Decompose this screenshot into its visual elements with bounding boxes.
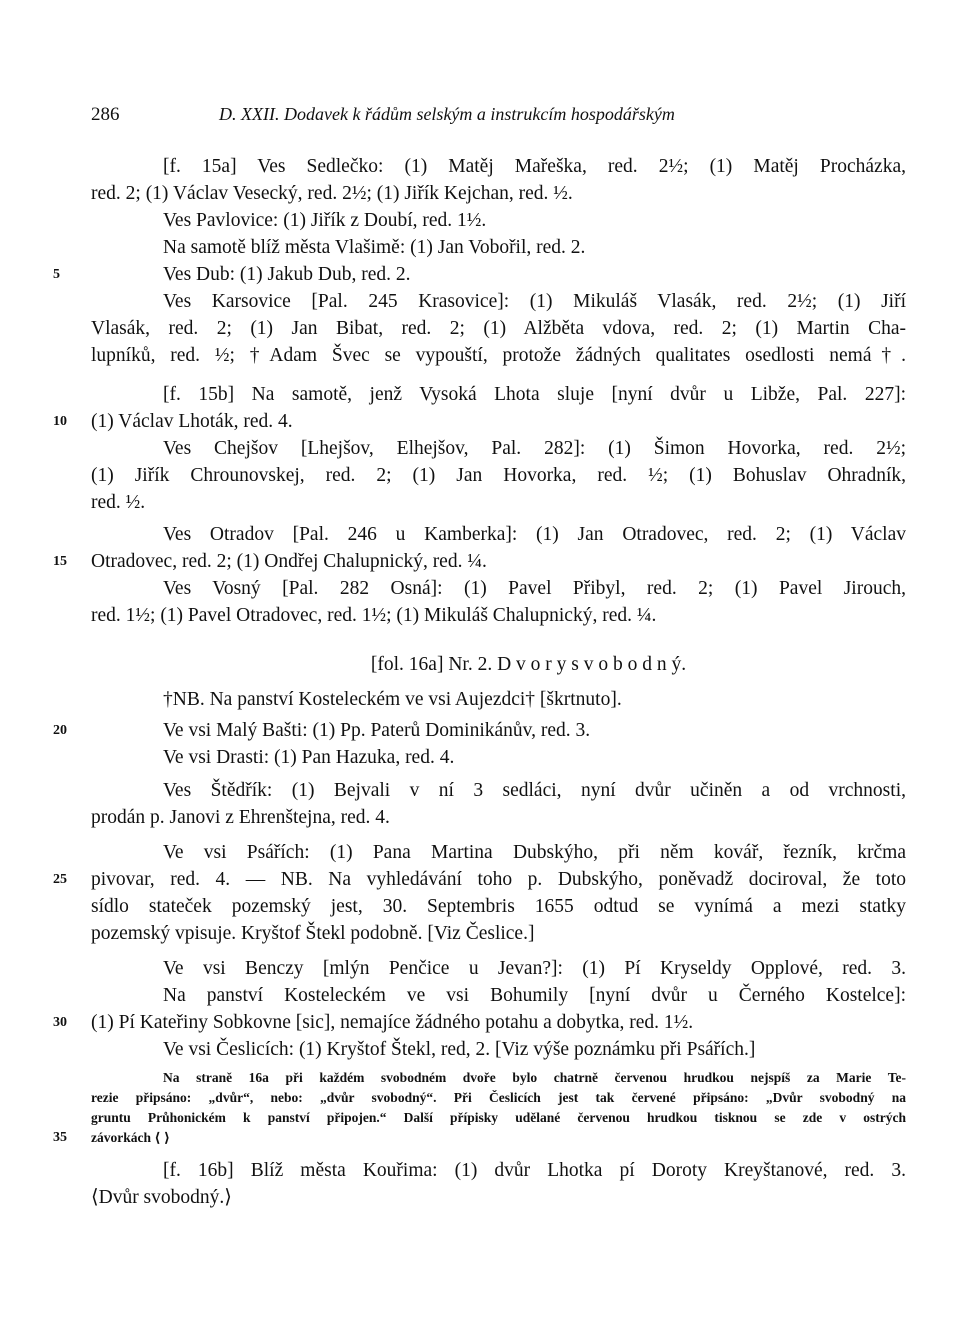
line-text: Ves Pavlovice: (1) Jiřík z Doubí, red. 1½. — [163, 210, 487, 231]
line-text: (1) Václav Lhoták, red. 4. — [91, 411, 293, 432]
line-text: Na panství Kosteleckém ve vsi Bohumily [nyní dvůr u Černého Kostelce]: — [163, 985, 906, 1006]
text-line — [0, 490, 960, 516]
text-line — [0, 409, 960, 435]
line-text: red. 1½; (1) Pavel Otradovec, red. 1½; (1) Mikuláš Chalupnický, red. ¼. — [91, 605, 657, 626]
text-line — [0, 1037, 960, 1063]
text-line — [0, 687, 960, 713]
line-text: Ve vsi Benczy [mlýn Penčice u Jevan?]: (1) Pí Kryseldy Opplové, red. 3. — [163, 958, 906, 979]
text-line — [0, 208, 960, 234]
text-line — [0, 745, 960, 771]
text-line — [0, 235, 960, 261]
text-line — [0, 181, 960, 207]
text-line — [0, 316, 960, 342]
text-line — [0, 382, 960, 408]
line-text: Ve vsi Drasti: (1) Pan Hazuka, red. 4. — [163, 747, 455, 768]
text-line — [0, 576, 960, 602]
text-line — [0, 894, 960, 920]
line-text: Ves Chejšov [Lhejšov, Elhejšov, Pal. 282]: (1) Šimon Hovorka, red. 2½; — [163, 438, 906, 459]
text-line — [0, 1185, 960, 1211]
line-text: [f. 16b] Blíž města Kouřima: (1) dvůr Lhotka pí Doroty Kreyštanové, red. 3. — [163, 1160, 906, 1181]
text-line — [0, 867, 960, 893]
line-text: ⟨Dvůr svobodný.⟩ — [91, 1187, 232, 1208]
text-line — [0, 1010, 960, 1036]
line-number: 30 — [53, 1015, 67, 1030]
line-text: red. 2; (1) Václav Vesecký, red. 2½; (1) Jiřík Kejchan, red. ½. — [91, 183, 573, 204]
line-text: red. ½. — [91, 492, 146, 513]
text-line — [0, 262, 960, 288]
note-line — [0, 1088, 960, 1108]
note-text: závorkách ⟨ ⟩ — [91, 1130, 171, 1145]
line-text: †NB. Na panství Kosteleckém ve vsi Aujezdci† [škrtnuto]. — [163, 689, 622, 710]
text-line — [0, 603, 960, 629]
line-text: Ves Dub: (1) Jakub Dub, red. 2. — [163, 264, 411, 285]
text-line — [0, 154, 960, 180]
line-text: pivovar, red. 4. — NB. Na vyhledávání toho p. Dubskýho, poněvadž dociroval, že toto — [91, 869, 906, 890]
section-heading-text: [fol. 16a] Nr. 2. D v o r y s v o b o d n ý. — [370, 654, 687, 675]
line-number: 20 — [53, 723, 67, 738]
line-text: [f. 15b] Na samotě, jenž Vysoká Lhota sluje [nyní dvůr u Libže, Pal. 227]: — [163, 384, 906, 405]
line-text: lupníků, red. ½; †Adam Švec se vypouští, protože žádných qualitates osedlosti nemá†. — [91, 345, 906, 366]
line-text: prodán p. Janovi z Ehrenštejna, red. 4. — [91, 807, 390, 828]
line-text: Ves Štědřík: (1) Bejvali v ní 3 sedláci, nyní dvůr učiněn a od vrchnosti, — [163, 780, 906, 801]
text-line — [0, 718, 960, 744]
text-line — [0, 463, 960, 489]
line-text: Ves Otradov [Pal. 246 u Kamberka]: (1) Jan Otradovec, red. 2; (1) Václav — [163, 524, 906, 545]
line-text: Ves Vosný [Pal. 282 Osná]: (1) Pavel Přibyl, red. 2; (1) Pavel Jirouch, — [163, 578, 906, 599]
note-line — [0, 1068, 960, 1088]
line-text: pozemský vpisuje. Kryštof Štekl podobně. [Viz Česlice.] — [91, 923, 535, 944]
text-line — [0, 289, 960, 315]
line-number: 15 — [53, 554, 67, 569]
line-number: 35 — [53, 1130, 67, 1145]
text-line — [0, 983, 960, 1009]
text-line — [0, 921, 960, 947]
line-text: Vlasák, red. 2; (1) Jan Bibat, red. 2; (1) Alžběta vdova, red. 2; (1) Martin Cha- — [91, 318, 906, 339]
line-text: Ve vsi Česlicích: (1) Kryštof Štekl, red, 2. [Viz výše poznámku při Psářích.] — [163, 1039, 756, 1060]
line-text: (1) Jiřík Chrounovskej, red. 2; (1) Jan Hovorka, red. ½; (1) Bohuslav Ohradník, — [91, 465, 906, 486]
text-line — [0, 549, 960, 575]
line-number: 5 — [53, 267, 60, 282]
text-line — [0, 1158, 960, 1184]
note-text: rezie připsáno: „dvůr“, nebo: „dvůr svobodný“. Při Česlicích jest tak červené připsáno: „Dvůr svobodný na — [91, 1090, 906, 1105]
running-title: D. XXII. Dodavek k řádům selským a instrukcím hospodářským — [219, 104, 675, 124]
text-line — [0, 840, 960, 866]
text-line — [0, 522, 960, 548]
text-line — [0, 436, 960, 462]
line-number: 25 — [53, 872, 67, 887]
page-number: 286 — [91, 104, 120, 125]
line-text: (1) Pí Kateřiny Sobkovne [sic], nemajíce žádného potahu a dobytka, red. 1½. — [91, 1012, 694, 1033]
line-text: Ve vsi Psářích: (1) Pana Martina Dubskýho, při něm kovář, řezník, krčma — [163, 842, 906, 863]
note-line — [0, 1108, 960, 1128]
line-text: Ve vsi Malý Bašti: (1) Pp. Paterů Dominikánův, red. 3. — [163, 720, 591, 741]
line-text: [f. 15a] Ves Sedlečko: (1) Matěj Mařeška, red. 2½; (1) Matěj Procházka, — [163, 156, 906, 177]
text-line — [0, 343, 960, 369]
note-line — [0, 1128, 960, 1148]
note-text: gruntu Průhonickém k panství připojen.“ Další přípisky udělané červenou hrudkou tisknou se zde v ostrých — [91, 1110, 906, 1125]
text-line — [0, 805, 960, 831]
page-header — [91, 104, 906, 130]
text-line — [0, 956, 960, 982]
line-text: Ves Karsovice [Pal. 245 Krasovice]: (1) Mikuláš Vlasák, red. 2½; (1) Jiří — [163, 291, 906, 312]
section-heading — [0, 652, 960, 678]
text-line — [0, 778, 960, 804]
line-text: sídlo stateček pozemský jest, 30. Septembris 1655 odtud se vynímá a mezi statky — [91, 896, 906, 917]
note-text: Na straně 16a při každém svobodném dvoře bylo chatrně červenou hrudkou nejspíš za Marie Te- — [163, 1070, 906, 1085]
line-number: 10 — [53, 414, 67, 429]
line-text: Na samotě blíž města Vlašimě: (1) Jan Vobořil, red. 2. — [163, 237, 586, 258]
line-text: Otradovec, red. 2; (1) Ondřej Chalupnický, red. ¼. — [91, 551, 487, 572]
